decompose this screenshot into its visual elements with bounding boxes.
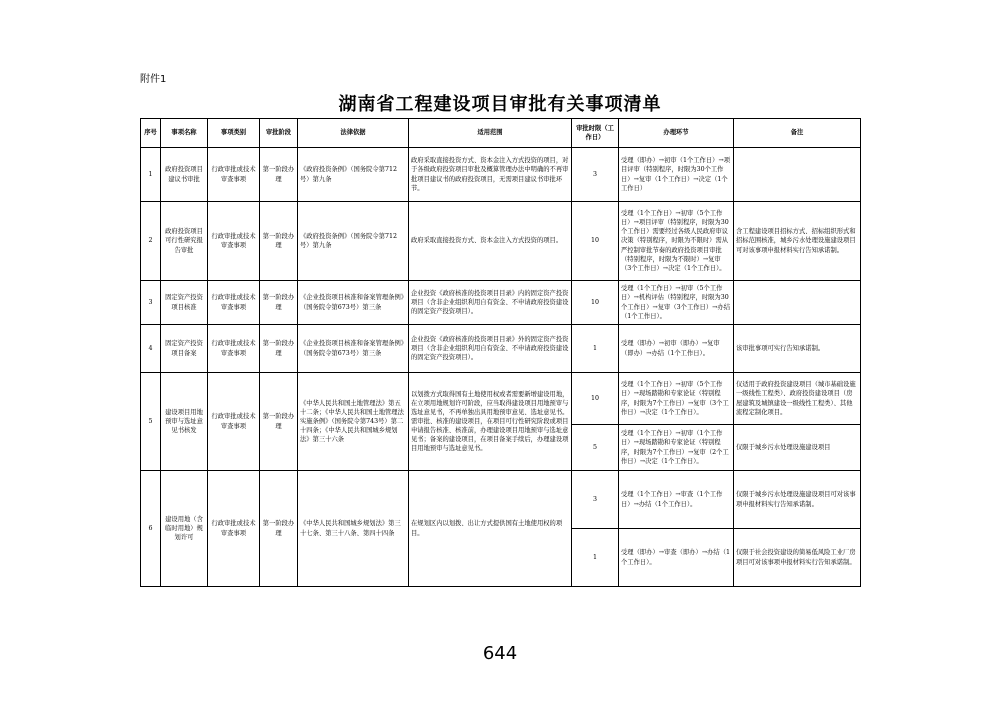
row-category: 行政审批或技术审查事项 bbox=[208, 202, 260, 281]
header-scope: 适用范围 bbox=[409, 119, 572, 148]
row-notes bbox=[734, 148, 861, 202]
header-basis: 法律依据 bbox=[298, 119, 409, 148]
row-scope: 以划拨方式取得国有土地使用权或者需要新增建设用地，在立项用地规划许可阶段，应当取得建设项目用地预审与选址意见书，不再单独出具用地预审意见、选址意见书。需审批、核准的建设项目，在项目可行性研究阶段或项目申请报告核准、核准前，办理建设项目用地预审与选址意见书；备案的建设项目，在项目备案手续后，办理建设项目用地预审与选址意见书。 bbox=[409, 373, 572, 471]
row-no: 3 bbox=[141, 281, 161, 325]
row-steps: 受理（1个工作日）→初审（5个工作日）→机构评估（特别程序，时限为30个工作日）→复审（3个工作日）→办结（1个工作日）。 bbox=[619, 281, 734, 325]
row-stage: 第一阶段办理 bbox=[260, 373, 298, 471]
row-limit: 10 bbox=[572, 202, 619, 281]
row-category: 行政审批或技术审查事项 bbox=[208, 325, 260, 373]
header-name: 事项名称 bbox=[161, 119, 208, 148]
row-name: 固定资产投资项目核准 bbox=[161, 281, 208, 325]
header-stage: 审批阶段 bbox=[260, 119, 298, 148]
table-header-row bbox=[141, 119, 861, 148]
row-basis: 《政府投资条例》（国务院令第712号）第九条 bbox=[298, 148, 409, 202]
row-stage: 第一阶段办理 bbox=[260, 202, 298, 281]
row-basis: 《企业投资项目核准和备案管理条例》（国务院令第673号）第三条 bbox=[298, 325, 409, 373]
row-name: 政府投资项目建议书审批 bbox=[161, 148, 208, 202]
row-no: 4 bbox=[141, 325, 161, 373]
row-basis: 《政府投资条例》（国务院令第712号）第九条 bbox=[298, 202, 409, 281]
header-no: 序号 bbox=[141, 119, 161, 148]
row-name: 政府投资项目可行性研究报告审批 bbox=[161, 202, 208, 281]
page-number: 644 bbox=[482, 643, 518, 664]
row-limit: 3 bbox=[572, 148, 619, 202]
row-stage: 第一阶段办理 bbox=[260, 148, 298, 202]
table-row bbox=[141, 373, 861, 425]
row-scope: 政府采取直接投资方式、资本金注入方式投资的项目。 bbox=[409, 202, 572, 281]
row-steps: 受理（1个工作日）→初审（1个工作日）→现场踏勘和专家论证（特别程序，时限为7个工作日）→复审（2个工作日）→决定（1个工作日）。 bbox=[619, 425, 734, 471]
row-steps: 受理（1个工作日）→初审（5个工作日）→现场踏勘和专家论证（特别程序，时限为7个工作日）→复审（3个工作日）→决定（1个工作日）。 bbox=[619, 373, 734, 425]
row-no: 5 bbox=[141, 373, 161, 471]
row-limit: 5 bbox=[572, 425, 619, 471]
row-stage: 第一阶段办理 bbox=[260, 281, 298, 325]
header-limit: 审批时限（工作日） bbox=[572, 119, 619, 148]
row-notes bbox=[734, 281, 861, 325]
row-category: 行政审批或技术审查事项 bbox=[208, 471, 260, 587]
row-notes: 仅适用于政府投资建设项目（城市基础设施一级线性工程类）、政府投资建设项目（房屋建筑及城镇建设一级线性工程类）、其他流程定制化项目。 bbox=[734, 373, 861, 425]
header-notes: 备注 bbox=[734, 119, 861, 148]
row-limit: 1 bbox=[572, 325, 619, 373]
row-limit: 10 bbox=[572, 281, 619, 325]
row-basis: 《中华人民共和国城乡规划法》第三十七条、第三十八条、第四十四条 bbox=[298, 471, 409, 587]
row-category: 行政审批或技术审查事项 bbox=[208, 373, 260, 471]
items-table bbox=[140, 118, 861, 587]
row-category: 行政审批或技术审查事项 bbox=[208, 148, 260, 202]
row-name: 建设项目用地预审与选址意见书核发 bbox=[161, 373, 208, 471]
row-scope: 企业投资《政府核准的投资项目目录》内的固定资产投资项目（含非企业组织利用自有资金、不申请政府投资建设的固定资产投资项目）。 bbox=[409, 281, 572, 325]
row-limit: 1 bbox=[572, 529, 619, 587]
row-limit: 3 bbox=[572, 471, 619, 529]
row-category: 行政审批或技术审查事项 bbox=[208, 281, 260, 325]
row-name: 建设用地（含临时用地）规划许可 bbox=[161, 471, 208, 587]
header-steps: 办理环节 bbox=[619, 119, 734, 148]
row-basis: 《企业投资项目核准和备案管理条例》（国务院令第673号）第三条 bbox=[298, 281, 409, 325]
table-row bbox=[141, 325, 861, 373]
row-steps: 受理（即办）→审查（即办）→办结（1个工作日）。 bbox=[619, 529, 734, 587]
row-scope: 政府采取直接投资方式、资本金注入方式投资的项目，对于各级政府投资项目审批及概算管理办法中明确的不再审批项目建议书的政府投资项目，无需项目建议书审批环节。 bbox=[409, 148, 572, 202]
row-notes: 仅限于城乡污水处理设施建设项目 bbox=[734, 425, 861, 471]
row-notes: 仅限于社会投资建设的简易低风险工业厂房项目可对该事项申报材料实行告知承诺制。 bbox=[734, 529, 861, 587]
row-stage: 第一阶段办理 bbox=[260, 325, 298, 373]
row-no: 6 bbox=[141, 471, 161, 587]
row-notes: 该审批事项可实行告知承诺制。 bbox=[734, 325, 861, 373]
table-row bbox=[141, 471, 861, 529]
row-steps: 受理（1个工作日）→审查（1个工作日）→办结（1个工作日）。 bbox=[619, 471, 734, 529]
table-row bbox=[141, 202, 861, 281]
row-steps: 受理（即办）→初审（即办）→复审（即办）→办结（1个工作日）。 bbox=[619, 325, 734, 373]
row-notes: 含工程建设项目招标方式、招标组织形式和招标范围核准，城乡污水处理设施建设项目可对该事项申报材料实行告知承诺制。 bbox=[734, 202, 861, 281]
row-notes: 仅限于城乡污水处理设施建设项目可对该事项申报材料实行告知承诺制。 bbox=[734, 471, 861, 529]
row-scope: 在规划区内以划拨、出让方式提供国有土地使用权的项目。 bbox=[409, 471, 572, 587]
row-steps: 受理（1个工作日）→初审（5个工作日）→项目评审（特别程序，时限为30个工作日）需要经过各级人民政府审议决策（特别程序，时限为不限时）需从严控制审批节奏的政府投资项目审批（特别程序，时限为不限时）→复审（3个工作日）→决定（1个工作日）。 bbox=[619, 202, 734, 281]
row-basis: 《中华人民共和国土地管理法》第五十二条；《中华人民共和国土地管理法实施条例》（国务院令第743号）第二十四条；《中华人民共和国城乡规划法》第三十六条 bbox=[298, 373, 409, 471]
row-limit: 10 bbox=[572, 373, 619, 425]
page-title: 湖南省工程建设项目审批有关事项清单 bbox=[338, 94, 662, 115]
row-steps: 受理（即办）→初审（1个工作日）→项目评审（特别程序，时限为30个工作日）→复审（1个工作日）→决定（1个工作日） bbox=[619, 148, 734, 202]
table-row bbox=[141, 281, 861, 325]
row-no: 2 bbox=[141, 202, 161, 281]
row-scope: 企业投资《政府核准的投资项目目录》外的固定资产投资项目（含非企业组织利用自有资金、不申请政府投资建设的固定资产投资项目）。 bbox=[409, 325, 572, 373]
attachment-label: 附件1 bbox=[140, 74, 167, 85]
row-name: 固定资产投资项目备案 bbox=[161, 325, 208, 373]
row-no: 1 bbox=[141, 148, 161, 202]
table-row bbox=[141, 148, 861, 202]
row-stage: 第一阶段办理 bbox=[260, 471, 298, 587]
header-category: 事项类别 bbox=[208, 119, 260, 148]
